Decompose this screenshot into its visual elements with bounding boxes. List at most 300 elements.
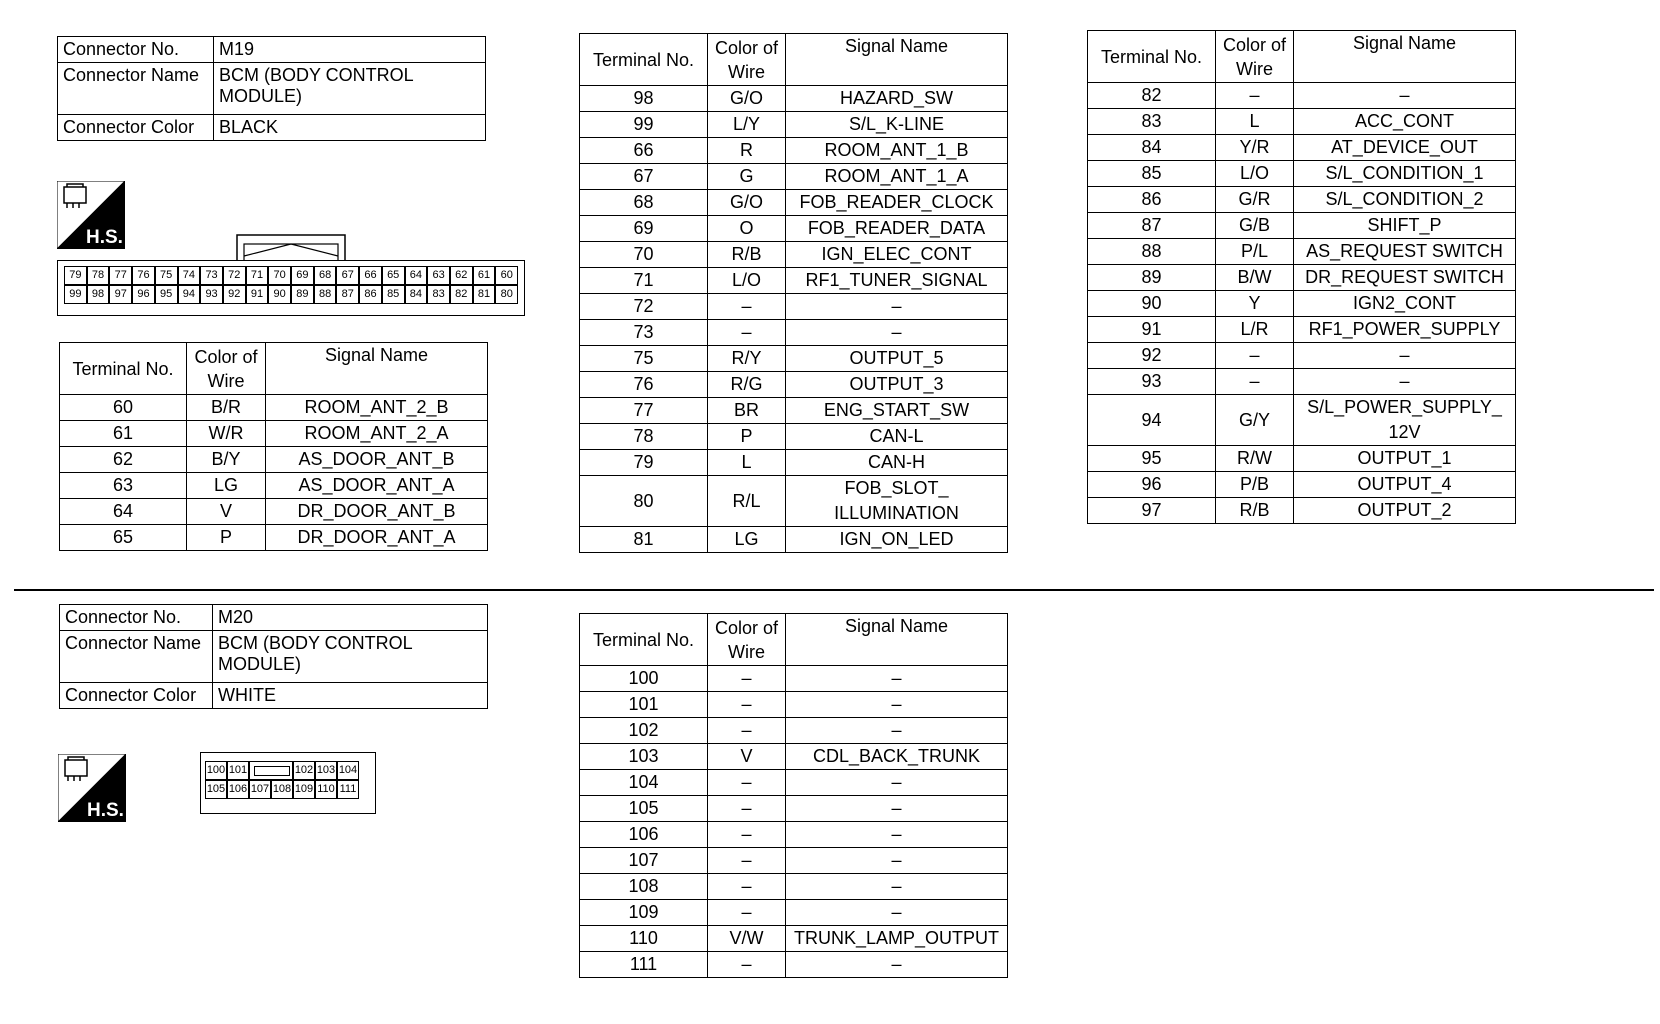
table-row	[1088, 369, 1516, 395]
signal-name-cell: OUTPUT_3	[786, 372, 1008, 398]
header-signal-name: Signal Name	[786, 34, 1008, 86]
m19-connector-face	[57, 260, 525, 316]
terminal-no-cell: 60	[60, 395, 187, 421]
signal-name-cell: ACC_CONT	[1294, 109, 1516, 135]
terminal-no-cell: 76	[580, 372, 708, 398]
pin: 94	[178, 285, 201, 304]
signal-name-cell: IGN_ON_LED	[786, 527, 1008, 553]
connector-no-value: M19	[214, 37, 486, 63]
terminal-no-cell: 93	[1088, 369, 1216, 395]
signal-name-cell: AT_DEVICE_OUT	[1294, 135, 1516, 161]
terminal-no-cell: 67	[580, 164, 708, 190]
terminal-no-cell: 81	[580, 527, 708, 553]
table-row	[580, 476, 1008, 527]
wire-color-cell: –	[708, 952, 786, 978]
terminal-no-cell: 90	[1088, 291, 1216, 317]
table-row	[580, 874, 1008, 900]
signal-name-cell: HAZARD_SW	[786, 86, 1008, 112]
connector-name-value: BCM (BODY CONTROL MODULE)	[213, 631, 488, 683]
table-row	[580, 692, 1008, 718]
signal-name-cell: IGN_ELEC_CONT	[786, 242, 1008, 268]
signal-name-cell: –	[786, 822, 1008, 848]
table-row	[580, 268, 1008, 294]
wire-color-cell: V	[708, 744, 786, 770]
pin: 97	[109, 285, 132, 304]
connector-no-row	[60, 605, 488, 631]
table-row	[580, 346, 1008, 372]
terminal-no-cell: 71	[580, 268, 708, 294]
table-row	[580, 900, 1008, 926]
connector-no-label: Connector No.	[58, 37, 214, 63]
terminal-no-cell: 78	[580, 424, 708, 450]
terminal-no-cell: 62	[60, 447, 187, 473]
terminal-no-cell: 63	[60, 473, 187, 499]
table-row	[580, 320, 1008, 346]
wire-color-cell: B/W	[1216, 265, 1294, 291]
pin: 106	[227, 780, 249, 799]
signal-name-cell: RF1_TUNER_SIGNAL	[786, 268, 1008, 294]
harness-side-icon	[58, 754, 126, 822]
terminal-no-cell: 77	[580, 398, 708, 424]
wire-color-cell: O	[708, 216, 786, 242]
table-row	[1088, 265, 1516, 291]
terminal-no-cell: 88	[1088, 239, 1216, 265]
table-row	[580, 164, 1008, 190]
wire-color-cell: P	[187, 525, 266, 551]
wire-color-cell: –	[708, 796, 786, 822]
signal-name-cell: OUTPUT_1	[1294, 446, 1516, 472]
wire-color-cell: L/O	[708, 268, 786, 294]
pin: 83	[427, 285, 450, 304]
m19-terminal-table-1	[59, 342, 488, 551]
pin: 99	[64, 285, 87, 304]
pin: 74	[178, 266, 201, 285]
terminal-no-cell: 108	[580, 874, 708, 900]
pin: 103	[315, 761, 337, 780]
header-signal-name: Signal Name	[266, 343, 488, 395]
terminal-no-cell: 79	[580, 450, 708, 476]
wire-color-cell: –	[1216, 343, 1294, 369]
terminal-no-cell: 96	[1088, 472, 1216, 498]
signal-name-cell: ENG_START_SW	[786, 398, 1008, 424]
wire-color-cell: P/B	[1216, 472, 1294, 498]
terminal-no-cell: 107	[580, 848, 708, 874]
terminal-no-cell: 69	[580, 216, 708, 242]
pin: 79	[64, 266, 87, 285]
wire-color-cell: Y/R	[1216, 135, 1294, 161]
pin: 101	[227, 761, 249, 780]
pin: 92	[223, 285, 246, 304]
connector-color-value: WHITE	[213, 683, 488, 709]
table-row	[580, 796, 1008, 822]
table-row	[580, 372, 1008, 398]
table-row	[580, 86, 1008, 112]
wire-color-cell: –	[708, 874, 786, 900]
wire-color-cell: G/R	[1216, 187, 1294, 213]
signal-name-cell: –	[786, 848, 1008, 874]
section-divider	[14, 589, 1654, 591]
header-terminal-no: Terminal No.	[60, 343, 187, 395]
header-wire-color: Color of Wire	[1216, 31, 1294, 83]
pin: 64	[405, 266, 428, 285]
wire-color-cell: B/Y	[187, 447, 266, 473]
signal-name-cell: DR_DOOR_ANT_A	[266, 525, 488, 551]
wire-color-cell: V	[187, 499, 266, 525]
table-row	[60, 421, 488, 447]
terminal-no-cell: 95	[1088, 446, 1216, 472]
terminal-no-cell: 89	[1088, 265, 1216, 291]
pin: 111	[337, 780, 359, 799]
wire-color-cell: R/L	[708, 476, 786, 527]
terminal-no-cell: 65	[60, 525, 187, 551]
m19-terminal-table-3	[1087, 30, 1516, 524]
table-row	[1088, 446, 1516, 472]
terminal-no-cell: 104	[580, 770, 708, 796]
signal-name-cell: –	[1294, 343, 1516, 369]
terminal-no-cell: 109	[580, 900, 708, 926]
table-row	[1088, 291, 1516, 317]
signal-name-cell: ROOM_ANT_2_B	[266, 395, 488, 421]
table-row	[1088, 213, 1516, 239]
wire-color-cell: G	[708, 164, 786, 190]
pin: 102	[293, 761, 315, 780]
signal-name-cell: IGN2_CONT	[1294, 291, 1516, 317]
signal-name-cell: OUTPUT_2	[1294, 498, 1516, 524]
table-row	[580, 770, 1008, 796]
header-wire-color: Color of Wire	[708, 614, 786, 666]
table-row	[580, 138, 1008, 164]
m19-connector-info	[57, 36, 486, 141]
signal-name-cell: –	[786, 900, 1008, 926]
pin: 78	[87, 266, 110, 285]
terminal-no-cell: 106	[580, 822, 708, 848]
signal-name-cell: FOB_SLOT_ ILLUMINATION	[786, 476, 1008, 527]
pin-row-bottom	[205, 780, 371, 799]
wire-color-cell: Y	[1216, 291, 1294, 317]
wire-color-cell: G/O	[708, 190, 786, 216]
signal-name-cell: ROOM_ANT_1_A	[786, 164, 1008, 190]
connector-color-row	[60, 683, 488, 709]
signal-name-cell: S/L_POWER_SUPPLY_ 12V	[1294, 395, 1516, 446]
terminal-no-cell: 101	[580, 692, 708, 718]
pin: 104	[337, 761, 359, 780]
signal-name-cell: ROOM_ANT_2_A	[266, 421, 488, 447]
wire-color-cell: BR	[708, 398, 786, 424]
signal-name-cell: FOB_READER_CLOCK	[786, 190, 1008, 216]
table-row	[580, 822, 1008, 848]
wire-color-cell: –	[708, 848, 786, 874]
wire-color-cell: R	[708, 138, 786, 164]
table-row	[1088, 109, 1516, 135]
signal-name-cell: AS_DOOR_ANT_A	[266, 473, 488, 499]
pin: 100	[205, 761, 227, 780]
connector-latch-icon	[236, 234, 346, 262]
connector-name-label: Connector Name	[60, 631, 213, 683]
signal-name-cell: –	[786, 874, 1008, 900]
table-row	[580, 242, 1008, 268]
table-row	[1088, 472, 1516, 498]
wire-color-cell: G/B	[1216, 213, 1294, 239]
pin: 96	[132, 285, 155, 304]
pin: 86	[359, 285, 382, 304]
signal-name-cell: S/L_CONDITION_2	[1294, 187, 1516, 213]
wire-color-cell: LG	[708, 527, 786, 553]
signal-name-cell: ROOM_ANT_1_B	[786, 138, 1008, 164]
signal-name-cell: –	[786, 718, 1008, 744]
table-row	[1088, 161, 1516, 187]
signal-name-cell: –	[786, 294, 1008, 320]
table-row	[60, 447, 488, 473]
pin: 70	[268, 266, 291, 285]
connector-no-label: Connector No.	[60, 605, 213, 631]
header-wire-color: Color of Wire	[708, 34, 786, 86]
wire-color-cell: –	[708, 718, 786, 744]
pin: 65	[382, 266, 405, 285]
table-row	[60, 525, 488, 551]
table-row	[580, 398, 1008, 424]
latch-slot	[249, 761, 293, 780]
pin: 81	[473, 285, 496, 304]
terminal-no-cell: 72	[580, 294, 708, 320]
pin: 60	[495, 266, 518, 285]
signal-name-cell: DR_REQUEST SWITCH	[1294, 265, 1516, 291]
terminal-no-cell: 105	[580, 796, 708, 822]
pin: 91	[246, 285, 269, 304]
wire-color-cell: –	[1216, 83, 1294, 109]
m20-terminal-table	[579, 613, 1008, 978]
table-row	[60, 499, 488, 525]
connector-color-label: Connector Color	[58, 115, 214, 141]
terminal-no-cell: 92	[1088, 343, 1216, 369]
wire-color-cell: L	[708, 450, 786, 476]
pin: 108	[271, 780, 293, 799]
table-row	[580, 294, 1008, 320]
wire-color-cell: –	[1216, 369, 1294, 395]
wire-color-cell: –	[708, 294, 786, 320]
pin: 67	[336, 266, 359, 285]
table-row	[580, 926, 1008, 952]
signal-name-cell: DR_DOOR_ANT_B	[266, 499, 488, 525]
signal-name-cell: –	[786, 692, 1008, 718]
pin: 72	[223, 266, 246, 285]
m19-terminal-table-2	[579, 33, 1008, 553]
pin-row-top	[205, 761, 371, 780]
terminal-no-cell: 73	[580, 320, 708, 346]
pin: 69	[291, 266, 314, 285]
signal-name-cell: –	[786, 796, 1008, 822]
pin: 71	[246, 266, 269, 285]
signal-name-cell: AS_REQUEST SWITCH	[1294, 239, 1516, 265]
signal-name-cell: OUTPUT_4	[1294, 472, 1516, 498]
terminal-no-cell: 64	[60, 499, 187, 525]
header-signal-name: Signal Name	[786, 614, 1008, 666]
terminal-no-cell: 86	[1088, 187, 1216, 213]
signal-name-cell: –	[786, 770, 1008, 796]
table-row	[1088, 239, 1516, 265]
header-terminal-no: Terminal No.	[1088, 31, 1216, 83]
signal-name-cell: TRUNK_LAMP_OUTPUT	[786, 926, 1008, 952]
pin: 66	[359, 266, 382, 285]
pin: 90	[268, 285, 291, 304]
connector-color-value: BLACK	[214, 115, 486, 141]
header-terminal-no: Terminal No.	[580, 34, 708, 86]
terminal-no-cell: 84	[1088, 135, 1216, 161]
terminal-no-cell: 75	[580, 346, 708, 372]
connector-no-row	[58, 37, 486, 63]
pin: 61	[473, 266, 496, 285]
terminal-no-cell: 100	[580, 666, 708, 692]
wire-color-cell: W/R	[187, 421, 266, 447]
signal-name-cell: S/L_K-LINE	[786, 112, 1008, 138]
wire-color-cell: R/B	[1216, 498, 1294, 524]
wire-color-cell: V/W	[708, 926, 786, 952]
signal-name-cell: RF1_POWER_SUPPLY	[1294, 317, 1516, 343]
table-row	[1088, 395, 1516, 446]
signal-name-cell: AS_DOOR_ANT_B	[266, 447, 488, 473]
table-row	[1088, 135, 1516, 161]
table-row	[580, 527, 1008, 553]
header-wire-color: Color of Wire	[187, 343, 266, 395]
terminal-no-cell: 70	[580, 242, 708, 268]
connector-name-label: Connector Name	[58, 63, 214, 115]
table-row	[580, 848, 1008, 874]
table-row	[1088, 83, 1516, 109]
signal-name-cell: CAN-L	[786, 424, 1008, 450]
pin: 105	[205, 780, 227, 799]
terminal-no-cell: 94	[1088, 395, 1216, 446]
pin: 76	[132, 266, 155, 285]
wire-color-cell: L/Y	[708, 112, 786, 138]
wire-color-cell: R/W	[1216, 446, 1294, 472]
terminal-no-cell: 61	[60, 421, 187, 447]
pin: 89	[291, 285, 314, 304]
harness-side-icon	[57, 181, 125, 249]
signal-name-cell: –	[786, 666, 1008, 692]
table-row	[580, 718, 1008, 744]
pin: 80	[495, 285, 518, 304]
connector-no-value: M20	[213, 605, 488, 631]
terminal-no-cell: 80	[580, 476, 708, 527]
pin-row-bottom	[64, 285, 518, 304]
terminal-no-cell: 102	[580, 718, 708, 744]
pin: 73	[200, 266, 223, 285]
terminal-no-cell: 68	[580, 190, 708, 216]
connector-name-row	[60, 631, 488, 683]
wire-color-cell: G/Y	[1216, 395, 1294, 446]
wire-color-cell: –	[708, 666, 786, 692]
table-row	[1088, 343, 1516, 369]
pin: 88	[314, 285, 337, 304]
signal-name-cell: SHIFT_P	[1294, 213, 1516, 239]
wire-color-cell: –	[708, 770, 786, 796]
table-row	[60, 473, 488, 499]
pin: 95	[155, 285, 178, 304]
pin: 62	[450, 266, 473, 285]
pin: 93	[200, 285, 223, 304]
hs-label: H.S.	[86, 227, 123, 248]
pin: 68	[314, 266, 337, 285]
m20-connector-info	[59, 604, 488, 709]
pin: 98	[87, 285, 110, 304]
header-terminal-no: Terminal No.	[580, 614, 708, 666]
pin: 85	[382, 285, 405, 304]
table-row	[580, 952, 1008, 978]
wire-color-cell: –	[708, 900, 786, 926]
table-row	[60, 395, 488, 421]
terminal-no-cell: 66	[580, 138, 708, 164]
pin-row-top	[64, 266, 518, 285]
pin: 110	[315, 780, 337, 799]
table-row	[580, 744, 1008, 770]
wire-color-cell: P	[708, 424, 786, 450]
hs-label: H.S.	[87, 800, 124, 821]
wire-color-cell: –	[708, 822, 786, 848]
table-row	[580, 666, 1008, 692]
terminal-no-cell: 85	[1088, 161, 1216, 187]
signal-name-cell: –	[786, 320, 1008, 346]
wire-color-cell: R/Y	[708, 346, 786, 372]
pin: 82	[450, 285, 473, 304]
terminal-no-cell: 99	[580, 112, 708, 138]
wire-color-cell: LG	[187, 473, 266, 499]
m20-connector-face	[200, 752, 376, 814]
connector-color-label: Connector Color	[60, 683, 213, 709]
terminal-no-cell: 82	[1088, 83, 1216, 109]
pin: 107	[249, 780, 271, 799]
pin: 109	[293, 780, 315, 799]
pin: 77	[109, 266, 132, 285]
connector-color-row	[58, 115, 486, 141]
wire-color-cell: R/B	[708, 242, 786, 268]
pin: 75	[155, 266, 178, 285]
terminal-no-cell: 91	[1088, 317, 1216, 343]
table-row	[580, 450, 1008, 476]
terminal-no-cell: 87	[1088, 213, 1216, 239]
signal-name-cell: CAN-H	[786, 450, 1008, 476]
connector-name-row	[58, 63, 486, 115]
pin: 84	[405, 285, 428, 304]
terminal-no-cell: 98	[580, 86, 708, 112]
wire-color-cell: R/G	[708, 372, 786, 398]
signal-name-cell: –	[1294, 83, 1516, 109]
terminal-no-cell: 97	[1088, 498, 1216, 524]
terminal-no-cell: 111	[580, 952, 708, 978]
table-row	[1088, 498, 1516, 524]
wire-color-cell: P/L	[1216, 239, 1294, 265]
wire-color-cell: L/R	[1216, 317, 1294, 343]
wire-color-cell: L/O	[1216, 161, 1294, 187]
connector-name-value: BCM (BODY CONTROL MODULE)	[214, 63, 486, 115]
wire-color-cell: B/R	[187, 395, 266, 421]
terminal-no-cell: 110	[580, 926, 708, 952]
table-row	[580, 424, 1008, 450]
signal-name-cell: S/L_CONDITION_1	[1294, 161, 1516, 187]
table-row	[580, 112, 1008, 138]
terminal-no-cell: 83	[1088, 109, 1216, 135]
table-row	[1088, 187, 1516, 213]
signal-name-cell: –	[786, 952, 1008, 978]
wire-color-cell: G/O	[708, 86, 786, 112]
pin: 63	[427, 266, 450, 285]
terminal-no-cell: 103	[580, 744, 708, 770]
table-row	[580, 190, 1008, 216]
wire-color-cell: –	[708, 320, 786, 346]
wire-color-cell: L	[1216, 109, 1294, 135]
table-row	[580, 216, 1008, 242]
signal-name-cell: OUTPUT_5	[786, 346, 1008, 372]
pin: 87	[336, 285, 359, 304]
table-row	[1088, 317, 1516, 343]
